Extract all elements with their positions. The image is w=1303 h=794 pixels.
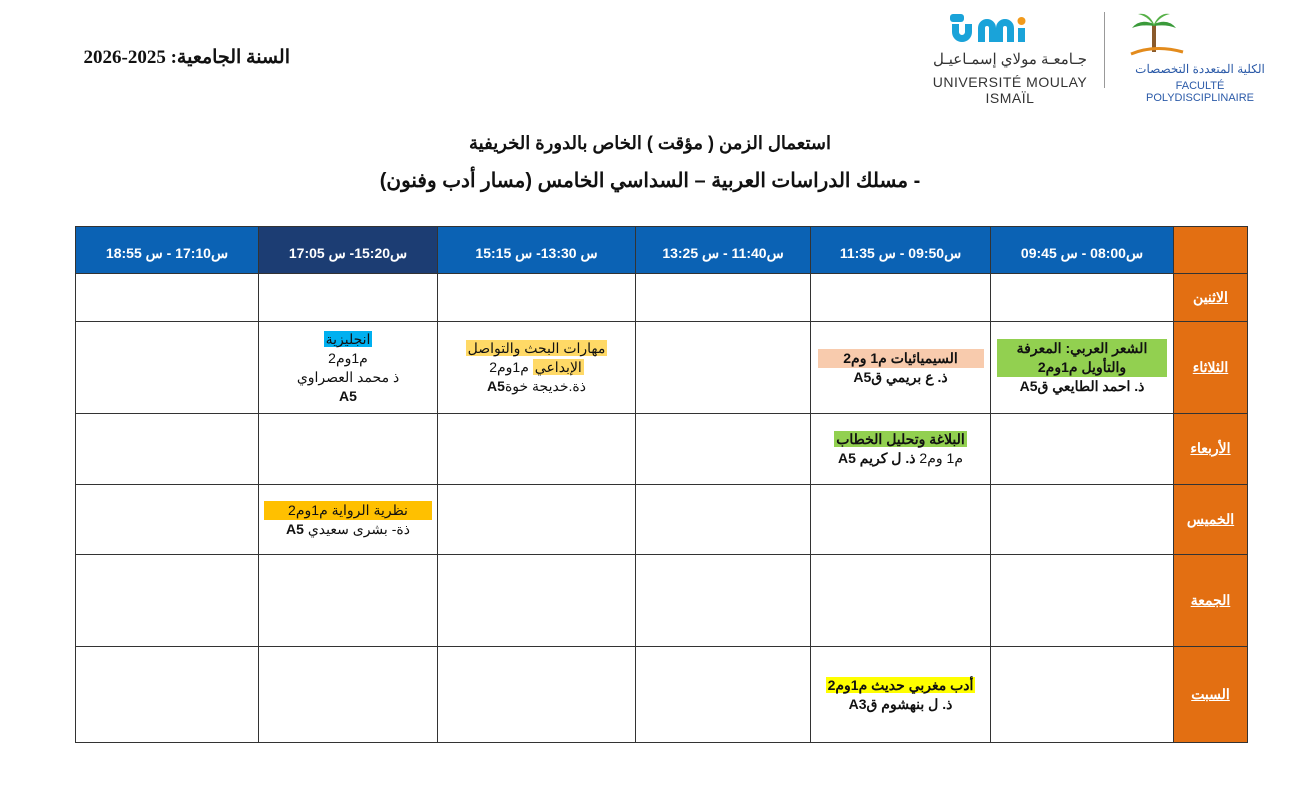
faculty-french-name: FACULTÉ POLYDISCIPLINAIRE	[1146, 80, 1254, 104]
time-slot-0800: س08:00 - س 09:45	[991, 227, 1174, 274]
cell-fri-0950	[811, 555, 991, 647]
cell-mon-1330	[438, 274, 636, 322]
palm-tree-icon	[1125, 10, 1185, 60]
time-slot-1710: س17:10 - س 18:55	[76, 227, 259, 274]
cell-sat-1330	[438, 647, 636, 743]
academic-year: السنة الجامعية: 2025-2026	[83, 47, 290, 68]
row-thursday	[76, 485, 1248, 555]
cell-fri-1710	[76, 555, 259, 647]
timetable	[75, 226, 1248, 743]
time-slot-1140: س11:40 - س 13:25	[636, 227, 811, 274]
cell-wed-1330	[438, 414, 636, 485]
cell-thu-0950	[811, 485, 991, 555]
cell-mon-1520	[259, 274, 438, 322]
corner-cell	[1174, 227, 1248, 274]
time-slot-1330: س 13:30- س 15:15	[438, 227, 636, 274]
cell-mon-1710	[76, 274, 259, 322]
day-thursday: الخميس	[1174, 485, 1248, 555]
faculty-arabic-name: الكلية المتعددة التخصصات	[1135, 62, 1265, 76]
session-semiotics: السيميائيات م1 وم2 ذ. ع بريمي قA5	[811, 349, 990, 387]
day-tuesday: الثلاثاء	[1174, 322, 1248, 414]
cell-tue-1520	[259, 322, 438, 414]
cell-wed-0800	[991, 414, 1174, 485]
time-slot-1520: س15:20- س 17:05	[259, 227, 438, 274]
session-novel-theory: نظرية الرواية م1وم2 ذة- بشرى سعيدي A5	[259, 501, 437, 539]
row-wednesday	[76, 414, 1248, 485]
umi-french-name: UNIVERSITÉ MOULAY ISMAÏL	[932, 74, 1088, 106]
session-rhetoric: البلاغة وتحليل الخطاب م1 وم2 ذ. ل كريم A5	[836, 431, 965, 466]
cell-thu-1330	[438, 485, 636, 555]
day-friday: الجمعة	[1174, 555, 1248, 647]
cell-sat-1520	[259, 647, 438, 743]
row-tuesday	[76, 322, 1248, 414]
cell-fri-0800	[991, 555, 1174, 647]
umi-logo-block	[925, 10, 1095, 106]
time-slot-0950: س09:50 - س 11:35	[811, 227, 991, 274]
umi-arabic-name: جـامعـة مولاي إسمـاعيـل	[933, 51, 1087, 68]
umi-logo-icon	[950, 10, 1070, 46]
day-wednesday: الأربعاء	[1174, 414, 1248, 485]
cell-wed-1710	[76, 414, 259, 485]
cell-tue-1710	[76, 322, 259, 414]
day-monday: الاثنين	[1174, 274, 1248, 322]
cell-sat-0800	[991, 647, 1174, 743]
cell-thu-1140	[636, 485, 811, 555]
cell-mon-1140	[636, 274, 811, 322]
timetable-header-row	[76, 227, 1248, 274]
page-subtitle: - مسلك الدراسات العربية – السداسي الخامس (مسار أدب وفنون)	[379, 170, 921, 192]
cell-wed-1520	[259, 414, 438, 485]
logo-divider	[1104, 12, 1105, 88]
row-friday	[76, 555, 1248, 647]
session-arabic-poetry: الشعر العربي: المعرفة والتأويل م1وم2 ذ. احمد الطايعي قA5	[991, 339, 1173, 396]
cell-thu-0800	[991, 485, 1174, 555]
cell-wed-0950	[811, 414, 991, 485]
cell-sat-1140	[636, 647, 811, 743]
session-english: انجليزية م1وم2 ذ محمد العصراوي A5	[296, 330, 400, 404]
cell-sat-1710	[76, 647, 259, 743]
cell-thu-1520	[259, 485, 438, 555]
cell-sat-0950	[811, 647, 991, 743]
faculty-logo-block	[1120, 10, 1270, 104]
cell-tue-1140	[636, 322, 811, 414]
cell-tue-0800	[991, 322, 1174, 414]
cell-thu-1710	[76, 485, 259, 555]
page-title: استعمال الزمن ( مؤقت ) الخاص بالدورة الخريفية	[469, 133, 831, 153]
session-research-skills: مهارات البحث والتواصل الإبداعي م1وم2 ذة.خديجة خوةA5	[467, 340, 606, 394]
session-moroccan-literature: أدب مغربي حديث م1وم2 ذ. ل بنهشوم قA3	[827, 676, 974, 712]
row-monday	[76, 274, 1248, 322]
cell-mon-0950	[811, 274, 991, 322]
cell-fri-1140	[636, 555, 811, 647]
cell-tue-0950	[811, 322, 991, 414]
day-saturday: السبت	[1174, 647, 1248, 743]
cell-tue-1330	[438, 322, 636, 414]
cell-wed-1140	[636, 414, 811, 485]
cell-fri-1520	[259, 555, 438, 647]
row-saturday	[76, 647, 1248, 743]
cell-mon-0800	[991, 274, 1174, 322]
cell-fri-1330	[438, 555, 636, 647]
